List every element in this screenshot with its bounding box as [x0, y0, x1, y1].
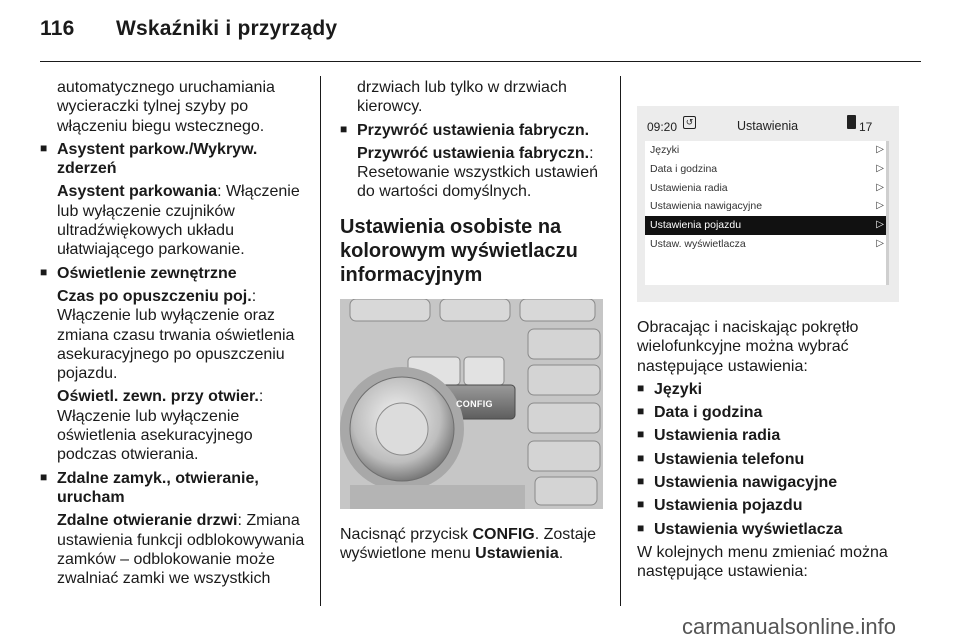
- chevron-right-icon: ▷: [876, 219, 884, 231]
- screen-title: Ustawienia: [737, 119, 799, 133]
- screen-menu-item[interactable]: Języki ▷: [645, 141, 889, 160]
- clock-icon: ↺: [683, 116, 696, 129]
- bullet-item: ■ Ustawienia pojazdu: [637, 496, 907, 515]
- screen-menu-item[interactable]: Ustawienia nawigacyjne ▷: [645, 197, 889, 216]
- column-2: [340, 78, 606, 567]
- watermark: carmanualsonline.info: [682, 614, 897, 639]
- bullet-item: ■ Ustawienia nawigacyjne: [637, 473, 907, 492]
- paragraph: [40, 511, 310, 588]
- paragraph: [40, 287, 310, 383]
- config-button-label: CONFIG: [456, 398, 493, 409]
- section-heading: Ustawienia osobiste na kolorowym wyświetlaczu informacyjnym: [340, 215, 578, 286]
- config-button-photo: [340, 299, 603, 509]
- bullet-item: ■ Oświetlenie zewnętrzne: [40, 264, 310, 283]
- screen-menu: [645, 141, 889, 285]
- screen-scrollbar[interactable]: [886, 141, 889, 285]
- bullet-item: ■ Asystent parkow./Wykryw. zderzeń: [40, 140, 310, 179]
- chevron-right-icon: ▷: [876, 200, 884, 212]
- header-rule: [40, 61, 921, 62]
- paragraph: W kolejnych menu zmieniać można następujące ustawienia:: [637, 543, 888, 581]
- chevron-right-icon: ▷: [876, 237, 884, 249]
- bullet-item: ■ Ustawienia telefonu: [637, 450, 907, 469]
- paragraph: drzwiach lub tylko w drzwiach kierowcy.: [357, 79, 567, 116]
- screen-menu-item[interactable]: Ustaw. wyświetlacza ▷: [645, 235, 889, 254]
- column-3: [637, 104, 907, 586]
- config-term: CONFIG: [472, 525, 535, 543]
- bullet-item: ■ Ustawienia radia: [637, 426, 907, 445]
- term: Czas po opuszczeniu poj.: [57, 287, 252, 305]
- term: Oświetl. zewn. przy otwier.: [57, 388, 259, 406]
- page-title: Wskaźniki i przyrządy: [116, 17, 338, 40]
- bullet-item: ■ Ustawienia wyświetlacza: [637, 520, 907, 539]
- chevron-right-icon: ▷: [876, 144, 884, 155]
- term: Zdalne otwieranie drzwi: [57, 512, 238, 530]
- page-number: 116: [40, 17, 75, 40]
- chevron-right-icon: ▷: [876, 181, 884, 193]
- settings-screen: [637, 106, 899, 302]
- screen-menu-item[interactable]: Data i godzina ▷: [645, 160, 889, 179]
- menu-term: Ustawienia: [475, 545, 559, 563]
- phone-icon: [847, 115, 856, 129]
- term: Przywróć ustawienia fabryczn.: [357, 144, 590, 162]
- paragraph: [40, 182, 310, 259]
- chevron-right-icon: ▷: [876, 162, 884, 174]
- screen-menu-item-selected[interactable]: Ustawienia pojazdu ▷: [645, 216, 889, 235]
- paragraph: automatycznego uruchamiania wycieraczki tylnej szyby po włączeniu biegu wstecznego.: [57, 79, 275, 135]
- screen-temp: 17: [859, 120, 873, 134]
- paragraph: [340, 144, 606, 202]
- screen-menu-item[interactable]: Ustawienia radia ▷: [645, 179, 889, 198]
- caption: Nacisnąć przycisk CONFIG. Zostaje wyświetlone menu Ustawienia.: [340, 525, 597, 563]
- bullet-item: ■ Data i godzina: [637, 403, 907, 422]
- bullet-item: ■ Zdalne zamyk., otwieranie, urucham: [40, 469, 310, 508]
- column-divider-1: [320, 76, 321, 606]
- bullet-item: ■ Języki: [637, 380, 907, 399]
- term: Asystent parkowania: [57, 183, 218, 201]
- bullet-item: ■ Przywróć ustawienia fabryczn.: [340, 121, 606, 140]
- screen-time: 09:20: [647, 120, 678, 134]
- column-divider-2: [620, 76, 621, 606]
- term-desc: : Włączenie lub wyłączenie czujników ultradźwiękowych układu ułatwiającego parkowanie.: [57, 183, 300, 259]
- term-desc: : Resetowanie wszystkich ustawień do wartości domyślnych.: [357, 144, 598, 201]
- term-desc: : Włączenie lub wyłączenie oraz zmiana czasu trwania oświetlenia asekuracyjnego po opuszczeniu pojazdu.: [57, 287, 295, 383]
- screen-status-bar: [645, 112, 889, 138]
- term-desc: : Włączenie lub wyłączenie oświetlenia asekuracyjnego podczas otwierania.: [57, 388, 264, 464]
- paragraph: Obracając i naciskając pokrętło wielofunkcyjne można wybrać następujące ustawienia:: [637, 319, 859, 375]
- column-1: [40, 78, 310, 592]
- term-desc: : Zmiana ustawienia funkcji odblokowywania zamków – odblokowanie może zwalniać zamki we wszystkich: [57, 512, 305, 588]
- paragraph: [40, 387, 310, 464]
